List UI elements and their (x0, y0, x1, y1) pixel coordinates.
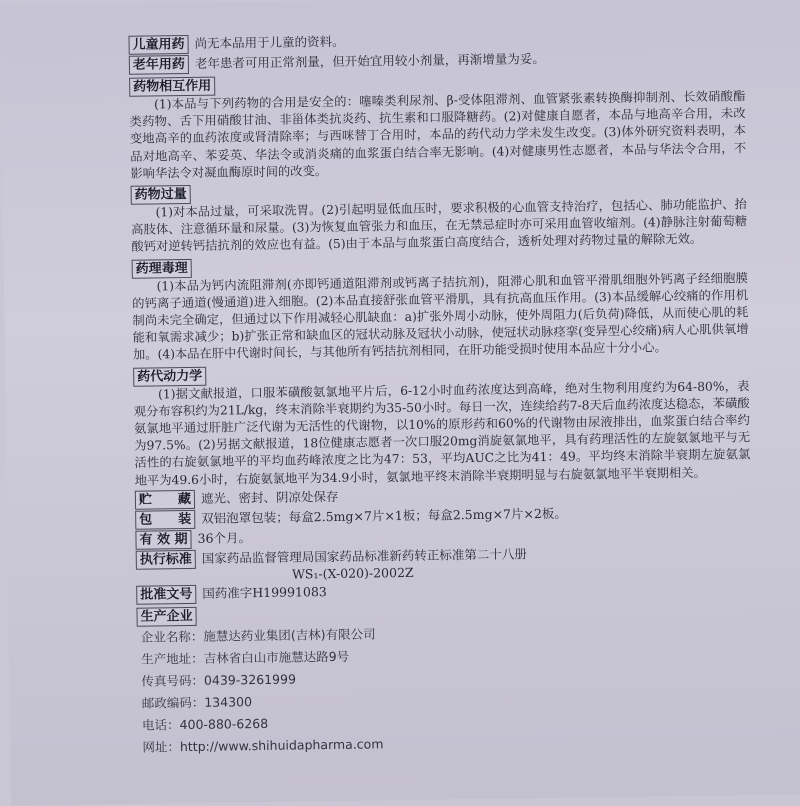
manufacturer-postcode: 邮政编码：134300 (141, 693, 253, 711)
elderly-text: 老年患者可用正常剂量，但开始宜用较小剂量，再渐增量为妥。 (194, 50, 545, 71)
storage-text: 遮光、密封、阴凉处保存 (200, 488, 339, 506)
interactions-text: (1)本品与下列药物的合用是安全的：噻嗪类利尿剂、β-受体阻滞剂、血管紧张素转换酶抑制剂、长效硝酸酯类药物、舌下用硝酸甘油、非甾体类抗炎药、抗生素和口服降糖药。(2)对健康自愿者，本品与地高辛合用，未改变地高辛的血药浓度或肾清除率；与西咪替丁合用时，本品的药代动力学未发生改变。(3)体外研究资料表明，本品对地高辛、苯妥英、华法令或消炎痛的血浆蛋白结合率无影响。(4)对健康男性志愿者，本品与华法令合用，不影响华法令对凝血酶原时间的改变。 (129, 89, 747, 181)
package-text: 双铝泡罩包装；每盒2.5mg×7片×1板；每盒2.5mg×7片×2板。 (201, 505, 567, 526)
interactions-header: 药物相互作用 (129, 77, 215, 97)
manufacturer-section (136, 597, 754, 759)
standard-code: WS₁-(X-020)-2002Z (291, 564, 414, 582)
validity-text: 36个月。 (197, 529, 252, 546)
pharmacology-header: 药理毒理 (132, 259, 192, 279)
manufacturer-fax: 传真号码：0439-3261999 (141, 671, 297, 689)
children-header: 儿童用药 (128, 35, 188, 55)
overdose-text: (1)对本品过量，可采取洗胃。(2)引起明显低血压时，要求积极的心血管支持治疗，包括心、肺功能监护、抬高肢体、注意循环量和尿量。(3)为恢复血管张力和血压，在无禁忌症时亦可采用血管收缩剂。(4)静脉注射葡萄糖酸钙对逆转钙拮抗剂的效应也有益。(5)由于本品与血浆蛋白高度结合，透析处理对药物过量的解除无效。 (131, 197, 748, 255)
pk-header: 药代动力学 (133, 366, 206, 386)
approval-header: 批准文号 (136, 585, 196, 605)
storage-header: 贮 藏 (135, 490, 195, 510)
package-header: 包 装 (135, 510, 195, 530)
pharmacology-section (132, 249, 749, 365)
manufacturer-header: 生产企业 (136, 607, 196, 627)
pharmacology-text: (1)本品为钙内流阻滞剂(亦即钙通道阻滞剂或钙离子拮抗剂)，阻滞心肌和血管平滑肌细胞外钙离子经细胞膜的钙离子通道(慢通道)进入细胞。(2)本品直接舒张血管平滑肌，具有抗高血压作用。(3)本品缓解心绞痛的作用机制尚未完全确定，但通过以下作用减轻心肌缺血：a)扩张外周小动脉，使外周阻力(后负荷)降低，从而使心肌的耗能和氧需求减少；b)扩张正常和缺血区的冠状动脉及冠状小动脉，使冠状动脉痉挛(变异型心绞痛)病人心肌供氧增加。(4)本品在肝中代谢时间长，与其他所有钙拮抗剂相同，在肝功能受损时使用本品应十分小心。 (132, 270, 749, 363)
standard-text: 国家药品监督管理局国家药品标准新药转正标准第二十八册 (201, 546, 527, 566)
pk-text: (1)据文献报道，口服苯磺酸氨氯地平片后，6-12小时血药浓度达到高峰，绝对生物利用度约为64-80%，表观分布容积约为21L/kg，终末消除半衰期约为35-50小时。每日一次，连续给药7-8天后血药浓度达稳态，苯磺酸氨氯地平通过肝脏广泛代谢为无活性的代谢物，以10%的原形药和60%的代谢物由尿液排出，血浆蛋白结合率约为97.5%。(2)另据文献报道，18位健康志愿者一次口服20mg消旋氨氯地平，具有药理活性的左旋氨氯地平与无活性的右旋氨氯地平的平均血药峰浓度之比为47：53，平均AUC之比为41：49。平均终末消除半衰期左旋氨氯地平为49.6小时，右旋氨氯地平为34.9小时，氨氯地平终末消除半衰期明显与右旋氨氯地平半衰期相关。 (133, 378, 751, 488)
validity-header: 有 效 期 (135, 530, 191, 550)
manufacturer-website: 网址：http://www.shihuidapharma.com (142, 736, 384, 755)
manufacturer-name: 企业名称：施慧达药业集团(吉林)有限公司 (140, 626, 376, 645)
elderly-header: 老年用药 (129, 55, 189, 75)
manufacturer-phone: 电话：400-880-6268 (141, 715, 269, 733)
overdose-header: 药物过量 (131, 185, 191, 205)
overdose-section (131, 175, 748, 256)
manufacturer-address: 生产地址：吉林省白山市施慧达路9号 (141, 648, 350, 667)
standard-header: 执行标准 (136, 550, 196, 570)
pk-section (133, 357, 751, 490)
approval-text: 国药准字H19991083 (202, 583, 327, 601)
interactions-section (129, 67, 746, 183)
children-text: 尚无本品用于儿童的资料。 (194, 33, 345, 51)
